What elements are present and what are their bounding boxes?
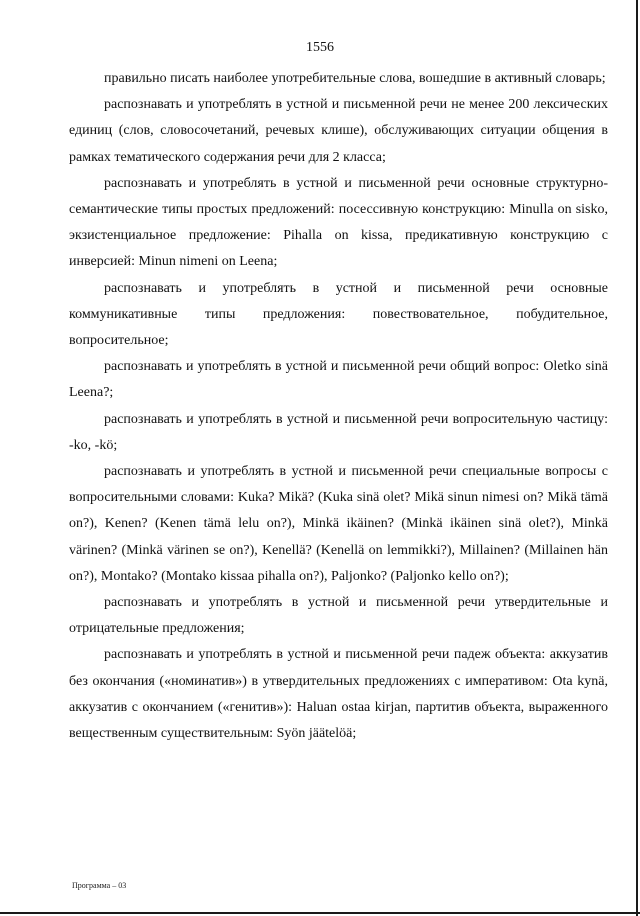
paragraph-7: распознавать и употреблять в устной и письменной речи специальные вопросы с вопросительными словами: Kuka? Mikä? (Kuka sinä olet? Mikä sinun nimesi on? Mikä tämä on?), Kenen? (Kenen tämä lelu on?), Minkä ikäinen? (Minkä ikäinen sinä olet?), Minkä värinen? (Minkä värinen se on?), Kenellä? (Kenellä on lemmikki?), Millainen? (Millainen hän on?), Montako? (Montako kissaa pihalla on?), Paljonko? (Paljonko kello on?); bbox=[69, 464, 608, 584]
paragraph-6: распознавать и употреблять в устной и письменной речи вопросительную частицу: -ko, -kö; bbox=[69, 411, 608, 453]
page-footer: Программа – 03 bbox=[72, 881, 127, 890]
scan-border-bottom bbox=[0, 912, 640, 914]
paragraph-3: распознавать и употреблять в устной и письменной речи основные структурно-семантические типы простых предложений: посессивную конструкцию: Minulla on sisko, экзистенциальное предложение: Pihalla on kissa, предикативную конструкцию с инверсией: Minun nimeni on Leena; bbox=[69, 175, 608, 270]
paragraph-4: распознавать и употреблять в устной и письменной речи основные коммуникативные типы предложения: повествовательное, побудительное, вопросительное; bbox=[69, 280, 608, 349]
paragraph-5: распознавать и употреблять в устной и письменной речи общий вопрос: Oletko sinä Leena?; bbox=[69, 359, 608, 401]
scan-border-right bbox=[636, 0, 638, 916]
paragraph-9: распознавать и употреблять в устной и письменной речи падеж объекта: аккузатив без окончания («номинатив») в утвердительных предложениях с императивом: Ota kynä, аккузатив с окончанием («генитив»): Haluan ostaa kirjan, партитив объекта, выраженного вещественным существительным: Syön jäätelöä; bbox=[69, 647, 608, 742]
paragraph-1: правильно писать наиболее употребительные слова, вошедшие в активный словарь; bbox=[104, 71, 606, 86]
page-number: 1556 bbox=[306, 40, 334, 55]
paragraph-8: распознавать и употреблять в устной и письменной речи утвердительные и отрицательные предложения; bbox=[69, 595, 608, 637]
document-body bbox=[69, 66, 608, 747]
paragraph-2: распознавать и употреблять в устной и письменной речи не менее 200 лексических единиц (слов, словосочетаний, речевых клише), обслуживающих ситуации общения в рамках тематического содержания речи для 2 класса; bbox=[69, 97, 608, 165]
